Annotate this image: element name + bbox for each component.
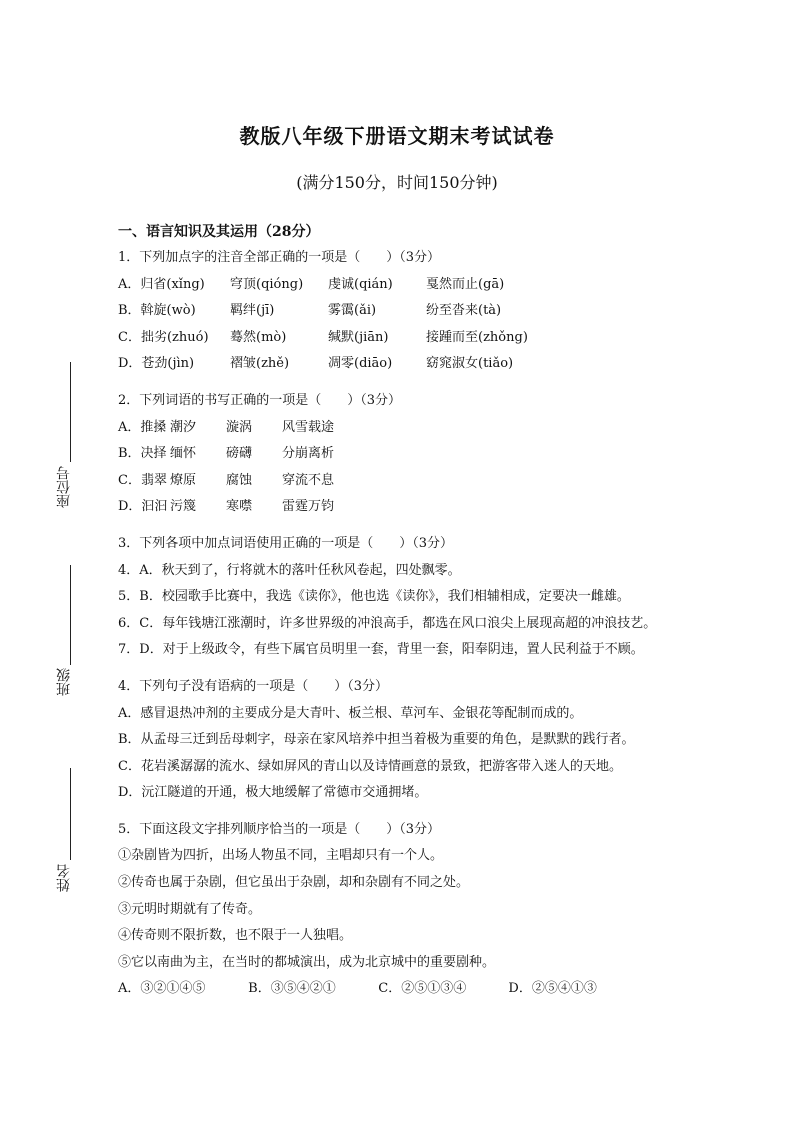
question-stem: 1．下列加点字的注音全部正确的一项是（ ）（3分） [118, 250, 441, 265]
class-line [70, 565, 71, 665]
exam-subtitle: (满分150分，时间150分钟) [296, 173, 498, 192]
name-label: 姓名 [56, 864, 72, 892]
option-line: C．花岩溪潺潺的流水、绿如屏风的青山以及诗情画意的景致，把游客带入迷人的天地。 [118, 758, 622, 774]
question-stem: 4．下列句子没有语病的一项是（ ）（3分） [118, 678, 389, 694]
question-1 [118, 245, 738, 378]
sentence-line: ④传奇则不限折数，也不限于一人独唱。 [118, 928, 353, 944]
option-row: A．③②①④⑤ B．③⑤④②① C．②⑤①③④ D．②⑤④①③ [118, 981, 597, 997]
question-2 [118, 388, 738, 521]
exam-content [118, 219, 738, 1003]
option-line: B．从孟母三迁到岳母刺字，母亲在家风培养中担当着极为重要的角色，是默默的践行者。 [118, 732, 635, 748]
option-line: A．感冒退热冲剂的主要成分是大青叶、板兰根、草河车、金银花等配制而成的。 [118, 705, 583, 721]
option-row: A．归省(xǐng) 穹顶(qióng) 虔诚(qián) 戛然而止(gā) [118, 276, 505, 292]
question-4 [118, 674, 738, 807]
seat-number-label: 座位号 [56, 466, 72, 508]
option-line: 4．A．秋天到了，行将就木的落叶任秋风卷起，四处飘零。 [118, 562, 461, 578]
seat-number-line [70, 362, 71, 462]
sentence-line: ②传奇也属于杂剧，但它虽出于杂剧，却和杂剧有不同之处。 [118, 875, 470, 891]
section-heading: 一、语言知识及其运用（28分） [118, 224, 320, 240]
question-stem: 3．下列各项中加点词语使用正确的一项是（ ）（3分） [118, 535, 454, 551]
question-3 [118, 531, 738, 664]
option-row: B．决择 缅怀 磅礴 分崩离析 [118, 446, 335, 462]
option-row: D．苍劲(jìn) 褶皱(zhě) 凋零(diāo) 窈窕淑女(tiǎo) [118, 356, 514, 372]
sentence-line: ③元明时期就有了传奇。 [118, 901, 262, 917]
name-line [70, 768, 71, 860]
sentence-line: ①杂剧皆为四折，出场人物虽不同，主唱却只有一个人。 [118, 848, 444, 864]
class-label: 班级 [56, 668, 72, 696]
option-row: C．翡翠 燎原 腐蚀 穿流不息 [118, 472, 335, 488]
question-stem: 5．下面这段文字排列顺序恰当的一项是（ ）（3分） [118, 821, 441, 837]
option-line: D．沅江隧道的开通，极大地缓解了常德市交通拥堵。 [118, 785, 428, 801]
exam-title: 教版八年级下册语文期末考试试卷 [239, 124, 555, 148]
option-row: D．汩汩 污篾 寒噤 雷霆万钧 [118, 499, 335, 515]
question-stem: 2．下列词语的书写正确的一项是（ ）（3分） [118, 392, 402, 408]
option-line: 7．D．对于上级政令，有些下属官员明里一套，背里一套，阳奉阴违，置人民利益于不顾。 [118, 642, 644, 658]
sentence-line: ⑤它以南曲为主，在当时的都城演出，成为北京城中的重要剧种。 [118, 954, 496, 970]
option-row: C．拙劣(zhuó) 蓦然(mò) 缄默(jiān) 接踵而至(zhǒng) [118, 329, 528, 345]
question-5 [118, 817, 738, 1003]
option-row: A．推搡 潮汐 漩涡 风雪载途 [118, 419, 335, 435]
option-row: B．斡旋(wò) 羁绊(jī) 雾霭(ǎi) 纷至沓来(tà) [118, 303, 502, 319]
option-line: 5．B．校园歌手比赛中，我选《读你》，他也选《读你》，我们相辅相成，定要决一雌雄。 [118, 589, 630, 605]
option-line: 6．C．每年钱塘江涨潮时，许多世界级的冲浪高手，都选在风口浪尖上展现高超的冲浪技艺。 [118, 615, 657, 631]
